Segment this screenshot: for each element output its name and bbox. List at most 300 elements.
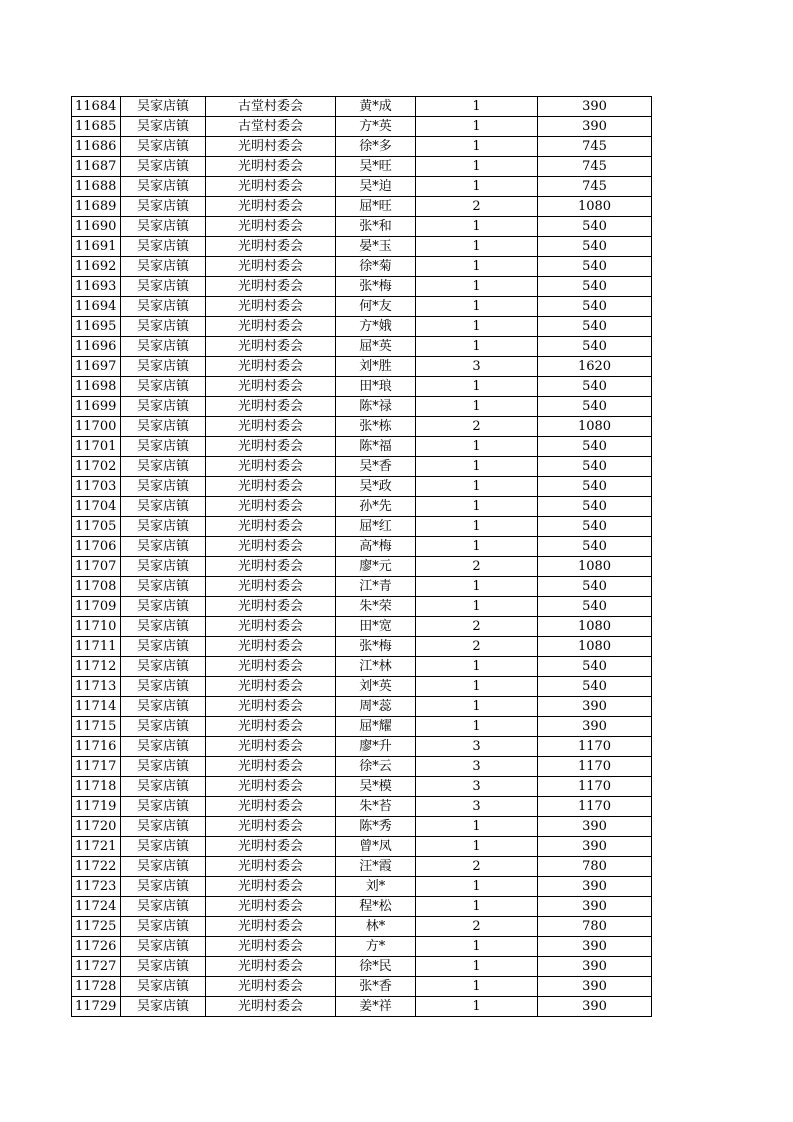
cell-id: 11691 <box>72 237 121 257</box>
table-row <box>72 617 652 637</box>
cell-count: 1 <box>416 217 538 237</box>
cell-count: 1 <box>416 957 538 977</box>
table-row <box>72 217 652 237</box>
cell-town: 吴家店镇 <box>121 577 206 597</box>
cell-village: 光明村委会 <box>206 817 336 837</box>
cell-amount: 390 <box>538 877 652 897</box>
cell-village: 光明村委会 <box>206 757 336 777</box>
cell-count: 1 <box>416 277 538 297</box>
cell-amount: 1080 <box>538 557 652 577</box>
cell-count: 1 <box>416 257 538 277</box>
cell-name: 屈*耀 <box>336 717 416 737</box>
table-row <box>72 537 652 557</box>
cell-town: 吴家店镇 <box>121 437 206 457</box>
cell-id: 11727 <box>72 957 121 977</box>
table-row <box>72 317 652 337</box>
subsidy-table <box>71 96 652 1017</box>
table-row <box>72 777 652 797</box>
cell-village: 光明村委会 <box>206 137 336 157</box>
cell-village: 光明村委会 <box>206 917 336 937</box>
table-row <box>72 997 652 1017</box>
cell-name: 张*梅 <box>336 277 416 297</box>
cell-name: 吴*政 <box>336 477 416 497</box>
cell-amount: 390 <box>538 817 652 837</box>
cell-id: 11706 <box>72 537 121 557</box>
cell-count: 2 <box>416 617 538 637</box>
cell-amount: 390 <box>538 977 652 997</box>
cell-town: 吴家店镇 <box>121 937 206 957</box>
cell-id: 11723 <box>72 877 121 897</box>
cell-name: 陈*福 <box>336 437 416 457</box>
cell-id: 11724 <box>72 897 121 917</box>
cell-count: 1 <box>416 477 538 497</box>
table-row <box>72 117 652 137</box>
cell-village: 光明村委会 <box>206 157 336 177</box>
cell-count: 1 <box>416 157 538 177</box>
cell-id: 11685 <box>72 117 121 137</box>
cell-village: 光明村委会 <box>206 837 336 857</box>
cell-village: 古堂村委会 <box>206 97 336 117</box>
cell-name: 何*友 <box>336 297 416 317</box>
cell-town: 吴家店镇 <box>121 817 206 837</box>
cell-id: 11715 <box>72 717 121 737</box>
cell-town: 吴家店镇 <box>121 317 206 337</box>
cell-id: 11726 <box>72 937 121 957</box>
table-row <box>72 837 652 857</box>
cell-town: 吴家店镇 <box>121 557 206 577</box>
cell-id: 11702 <box>72 457 121 477</box>
cell-village: 光明村委会 <box>206 537 336 557</box>
table-row <box>72 737 652 757</box>
table-row <box>72 497 652 517</box>
table-row <box>72 137 652 157</box>
cell-name: 张*香 <box>336 977 416 997</box>
cell-amount: 1170 <box>538 757 652 777</box>
cell-village: 光明村委会 <box>206 417 336 437</box>
cell-count: 1 <box>416 117 538 137</box>
table-row <box>72 657 652 677</box>
cell-count: 1 <box>416 397 538 417</box>
cell-count: 1 <box>416 997 538 1017</box>
cell-id: 11701 <box>72 437 121 457</box>
cell-name: 徐*菊 <box>336 257 416 277</box>
cell-id: 11684 <box>72 97 121 117</box>
cell-count: 1 <box>416 537 538 557</box>
cell-village: 光明村委会 <box>206 657 336 677</box>
table-row <box>72 457 652 477</box>
cell-amount: 1170 <box>538 777 652 797</box>
cell-village: 光明村委会 <box>206 457 336 477</box>
cell-village: 光明村委会 <box>206 557 336 577</box>
cell-town: 吴家店镇 <box>121 857 206 877</box>
table-row <box>72 197 652 217</box>
table-row <box>72 237 652 257</box>
cell-amount: 540 <box>538 397 652 417</box>
table-row <box>72 957 652 977</box>
table-row <box>72 517 652 537</box>
cell-name: 廖*升 <box>336 737 416 757</box>
cell-village: 光明村委会 <box>206 617 336 637</box>
cell-name: 吴*香 <box>336 457 416 477</box>
cell-village: 光明村委会 <box>206 397 336 417</box>
cell-village: 光明村委会 <box>206 477 336 497</box>
cell-amount: 540 <box>538 217 652 237</box>
cell-name: 曾*凤 <box>336 837 416 857</box>
table-row <box>72 377 652 397</box>
cell-village: 光明村委会 <box>206 957 336 977</box>
cell-count: 2 <box>416 417 538 437</box>
cell-count: 1 <box>416 877 538 897</box>
cell-name: 林* <box>336 917 416 937</box>
cell-count: 1 <box>416 457 538 477</box>
cell-id: 11722 <box>72 857 121 877</box>
cell-count: 1 <box>416 377 538 397</box>
cell-amount: 1620 <box>538 357 652 377</box>
cell-amount: 780 <box>538 917 652 937</box>
cell-town: 吴家店镇 <box>121 517 206 537</box>
cell-amount: 540 <box>538 497 652 517</box>
cell-id: 11690 <box>72 217 121 237</box>
cell-town: 吴家店镇 <box>121 157 206 177</box>
cell-village: 古堂村委会 <box>206 117 336 137</box>
cell-amount: 390 <box>538 717 652 737</box>
cell-village: 光明村委会 <box>206 937 336 957</box>
cell-town: 吴家店镇 <box>121 837 206 857</box>
cell-village: 光明村委会 <box>206 697 336 717</box>
cell-amount: 540 <box>538 577 652 597</box>
cell-town: 吴家店镇 <box>121 477 206 497</box>
table-row <box>72 357 652 377</box>
cell-town: 吴家店镇 <box>121 977 206 997</box>
cell-amount: 540 <box>538 277 652 297</box>
table-row <box>72 177 652 197</box>
cell-id: 11686 <box>72 137 121 157</box>
cell-town: 吴家店镇 <box>121 637 206 657</box>
cell-id: 11704 <box>72 497 121 517</box>
cell-amount: 540 <box>538 457 652 477</box>
table-row <box>72 757 652 777</box>
cell-id: 11707 <box>72 557 121 577</box>
table-row <box>72 797 652 817</box>
cell-town: 吴家店镇 <box>121 777 206 797</box>
cell-id: 11695 <box>72 317 121 337</box>
cell-amount: 1080 <box>538 417 652 437</box>
cell-name: 江*林 <box>336 657 416 677</box>
cell-count: 1 <box>416 137 538 157</box>
cell-id: 11697 <box>72 357 121 377</box>
cell-count: 1 <box>416 237 538 257</box>
cell-town: 吴家店镇 <box>121 597 206 617</box>
cell-village: 光明村委会 <box>206 437 336 457</box>
cell-count: 1 <box>416 577 538 597</box>
cell-id: 11700 <box>72 417 121 437</box>
cell-id: 11712 <box>72 657 121 677</box>
table-row <box>72 697 652 717</box>
cell-amount: 540 <box>538 317 652 337</box>
cell-village: 光明村委会 <box>206 297 336 317</box>
cell-town: 吴家店镇 <box>121 877 206 897</box>
cell-amount: 540 <box>538 597 652 617</box>
cell-id: 11687 <box>72 157 121 177</box>
cell-id: 11716 <box>72 737 121 757</box>
cell-name: 孙*先 <box>336 497 416 517</box>
cell-village: 光明村委会 <box>206 737 336 757</box>
cell-town: 吴家店镇 <box>121 897 206 917</box>
table-row <box>72 397 652 417</box>
cell-town: 吴家店镇 <box>121 677 206 697</box>
table-row <box>72 597 652 617</box>
cell-count: 1 <box>416 937 538 957</box>
cell-town: 吴家店镇 <box>121 97 206 117</box>
cell-id: 11720 <box>72 817 121 837</box>
cell-town: 吴家店镇 <box>121 737 206 757</box>
cell-town: 吴家店镇 <box>121 717 206 737</box>
cell-amount: 540 <box>538 517 652 537</box>
cell-count: 1 <box>416 837 538 857</box>
cell-amount: 390 <box>538 957 652 977</box>
cell-town: 吴家店镇 <box>121 697 206 717</box>
cell-name: 周*蕊 <box>336 697 416 717</box>
cell-count: 1 <box>416 337 538 357</box>
table-row <box>72 157 652 177</box>
cell-town: 吴家店镇 <box>121 497 206 517</box>
cell-name: 徐*多 <box>336 137 416 157</box>
table-row <box>72 417 652 437</box>
cell-count: 1 <box>416 897 538 917</box>
cell-count: 2 <box>416 197 538 217</box>
cell-id: 11692 <box>72 257 121 277</box>
cell-amount: 540 <box>538 377 652 397</box>
cell-id: 11694 <box>72 297 121 317</box>
cell-name: 屈*英 <box>336 337 416 357</box>
cell-amount: 745 <box>538 177 652 197</box>
cell-town: 吴家店镇 <box>121 277 206 297</box>
cell-town: 吴家店镇 <box>121 177 206 197</box>
cell-id: 11705 <box>72 517 121 537</box>
table-row <box>72 257 652 277</box>
cell-name: 汪*霞 <box>336 857 416 877</box>
cell-name: 方*英 <box>336 117 416 137</box>
cell-id: 11721 <box>72 837 121 857</box>
cell-town: 吴家店镇 <box>121 377 206 397</box>
cell-village: 光明村委会 <box>206 357 336 377</box>
cell-town: 吴家店镇 <box>121 257 206 277</box>
cell-village: 光明村委会 <box>206 337 336 357</box>
cell-count: 2 <box>416 917 538 937</box>
cell-amount: 540 <box>538 657 652 677</box>
cell-amount: 540 <box>538 337 652 357</box>
cell-town: 吴家店镇 <box>121 117 206 137</box>
cell-village: 光明村委会 <box>206 897 336 917</box>
cell-id: 11708 <box>72 577 121 597</box>
cell-village: 光明村委会 <box>206 177 336 197</box>
cell-amount: 390 <box>538 697 652 717</box>
cell-village: 光明村委会 <box>206 197 336 217</box>
cell-id: 11729 <box>72 997 121 1017</box>
cell-village: 光明村委会 <box>206 257 336 277</box>
cell-town: 吴家店镇 <box>121 237 206 257</box>
cell-amount: 540 <box>538 257 652 277</box>
table-row <box>72 677 652 697</box>
cell-village: 光明村委会 <box>206 317 336 337</box>
cell-name: 高*梅 <box>336 537 416 557</box>
cell-name: 屈*旺 <box>336 197 416 217</box>
cell-town: 吴家店镇 <box>121 357 206 377</box>
cell-amount: 745 <box>538 137 652 157</box>
cell-village: 光明村委会 <box>206 517 336 537</box>
cell-amount: 1170 <box>538 797 652 817</box>
cell-town: 吴家店镇 <box>121 417 206 437</box>
cell-town: 吴家店镇 <box>121 537 206 557</box>
cell-count: 1 <box>416 697 538 717</box>
cell-id: 11703 <box>72 477 121 497</box>
cell-id: 11688 <box>72 177 121 197</box>
cell-amount: 1170 <box>538 737 652 757</box>
cell-town: 吴家店镇 <box>121 657 206 677</box>
cell-village: 光明村委会 <box>206 637 336 657</box>
cell-town: 吴家店镇 <box>121 757 206 777</box>
table-row <box>72 337 652 357</box>
table-row <box>72 297 652 317</box>
table-row <box>72 717 652 737</box>
table-row <box>72 877 652 897</box>
cell-name: 刘*英 <box>336 677 416 697</box>
cell-id: 11714 <box>72 697 121 717</box>
cell-name: 方*娥 <box>336 317 416 337</box>
cell-amount: 390 <box>538 117 652 137</box>
cell-name: 吴*迫 <box>336 177 416 197</box>
cell-name: 晏*玉 <box>336 237 416 257</box>
cell-amount: 390 <box>538 897 652 917</box>
cell-name: 朱*苔 <box>336 797 416 817</box>
cell-town: 吴家店镇 <box>121 997 206 1017</box>
cell-name: 田*宽 <box>336 617 416 637</box>
table-row <box>72 897 652 917</box>
cell-name: 田*琅 <box>336 377 416 397</box>
cell-name: 朱*荣 <box>336 597 416 617</box>
cell-id: 11711 <box>72 637 121 657</box>
cell-id: 11693 <box>72 277 121 297</box>
cell-village: 光明村委会 <box>206 777 336 797</box>
cell-town: 吴家店镇 <box>121 617 206 637</box>
cell-town: 吴家店镇 <box>121 137 206 157</box>
table-row <box>72 977 652 997</box>
cell-amount: 1080 <box>538 617 652 637</box>
cell-count: 1 <box>416 497 538 517</box>
cell-count: 1 <box>416 817 538 837</box>
table-row <box>72 97 652 117</box>
cell-village: 光明村委会 <box>206 377 336 397</box>
table-row <box>72 277 652 297</box>
cell-village: 光明村委会 <box>206 497 336 517</box>
cell-village: 光明村委会 <box>206 597 336 617</box>
cell-count: 3 <box>416 357 538 377</box>
cell-name: 姜*祥 <box>336 997 416 1017</box>
cell-amount: 1080 <box>538 637 652 657</box>
cell-id: 11717 <box>72 757 121 777</box>
cell-name: 方* <box>336 937 416 957</box>
cell-amount: 390 <box>538 97 652 117</box>
table-row <box>72 937 652 957</box>
cell-name: 徐*民 <box>336 957 416 977</box>
cell-amount: 540 <box>538 677 652 697</box>
cell-amount: 540 <box>538 237 652 257</box>
table-row <box>72 917 652 937</box>
cell-id: 11710 <box>72 617 121 637</box>
table-row <box>72 857 652 877</box>
cell-count: 1 <box>416 517 538 537</box>
cell-village: 光明村委会 <box>206 797 336 817</box>
cell-id: 11709 <box>72 597 121 617</box>
cell-id: 11725 <box>72 917 121 937</box>
cell-amount: 745 <box>538 157 652 177</box>
cell-amount: 540 <box>538 477 652 497</box>
cell-count: 1 <box>416 297 538 317</box>
cell-count: 3 <box>416 777 538 797</box>
cell-count: 1 <box>416 977 538 997</box>
cell-town: 吴家店镇 <box>121 337 206 357</box>
cell-village: 光明村委会 <box>206 717 336 737</box>
cell-town: 吴家店镇 <box>121 197 206 217</box>
cell-name: 屈*红 <box>336 517 416 537</box>
cell-town: 吴家店镇 <box>121 397 206 417</box>
cell-village: 光明村委会 <box>206 577 336 597</box>
cell-town: 吴家店镇 <box>121 957 206 977</box>
cell-count: 1 <box>416 677 538 697</box>
cell-count: 1 <box>416 437 538 457</box>
cell-town: 吴家店镇 <box>121 217 206 237</box>
table-row <box>72 437 652 457</box>
table-body <box>72 97 652 1017</box>
cell-amount: 780 <box>538 857 652 877</box>
cell-count: 1 <box>416 97 538 117</box>
cell-count: 2 <box>416 637 538 657</box>
cell-amount: 540 <box>538 537 652 557</box>
cell-count: 1 <box>416 317 538 337</box>
cell-village: 光明村委会 <box>206 877 336 897</box>
cell-id: 11713 <box>72 677 121 697</box>
cell-count: 1 <box>416 597 538 617</box>
cell-village: 光明村委会 <box>206 977 336 997</box>
cell-name: 黄*成 <box>336 97 416 117</box>
cell-amount: 390 <box>538 837 652 857</box>
table-row <box>72 637 652 657</box>
cell-town: 吴家店镇 <box>121 917 206 937</box>
cell-amount: 540 <box>538 297 652 317</box>
cell-id: 11689 <box>72 197 121 217</box>
cell-village: 光明村委会 <box>206 997 336 1017</box>
cell-name: 陈*秀 <box>336 817 416 837</box>
cell-id: 11728 <box>72 977 121 997</box>
cell-village: 光明村委会 <box>206 857 336 877</box>
cell-count: 3 <box>416 757 538 777</box>
cell-name: 陈*禄 <box>336 397 416 417</box>
cell-id: 11698 <box>72 377 121 397</box>
cell-name: 张*梅 <box>336 637 416 657</box>
cell-id: 11719 <box>72 797 121 817</box>
table-row <box>72 817 652 837</box>
cell-town: 吴家店镇 <box>121 797 206 817</box>
cell-name: 吴*模 <box>336 777 416 797</box>
cell-village: 光明村委会 <box>206 277 336 297</box>
table-row <box>72 557 652 577</box>
cell-name: 廖*元 <box>336 557 416 577</box>
cell-id: 11696 <box>72 337 121 357</box>
cell-count: 2 <box>416 557 538 577</box>
cell-village: 光明村委会 <box>206 217 336 237</box>
cell-amount: 390 <box>538 937 652 957</box>
cell-count: 2 <box>416 857 538 877</box>
